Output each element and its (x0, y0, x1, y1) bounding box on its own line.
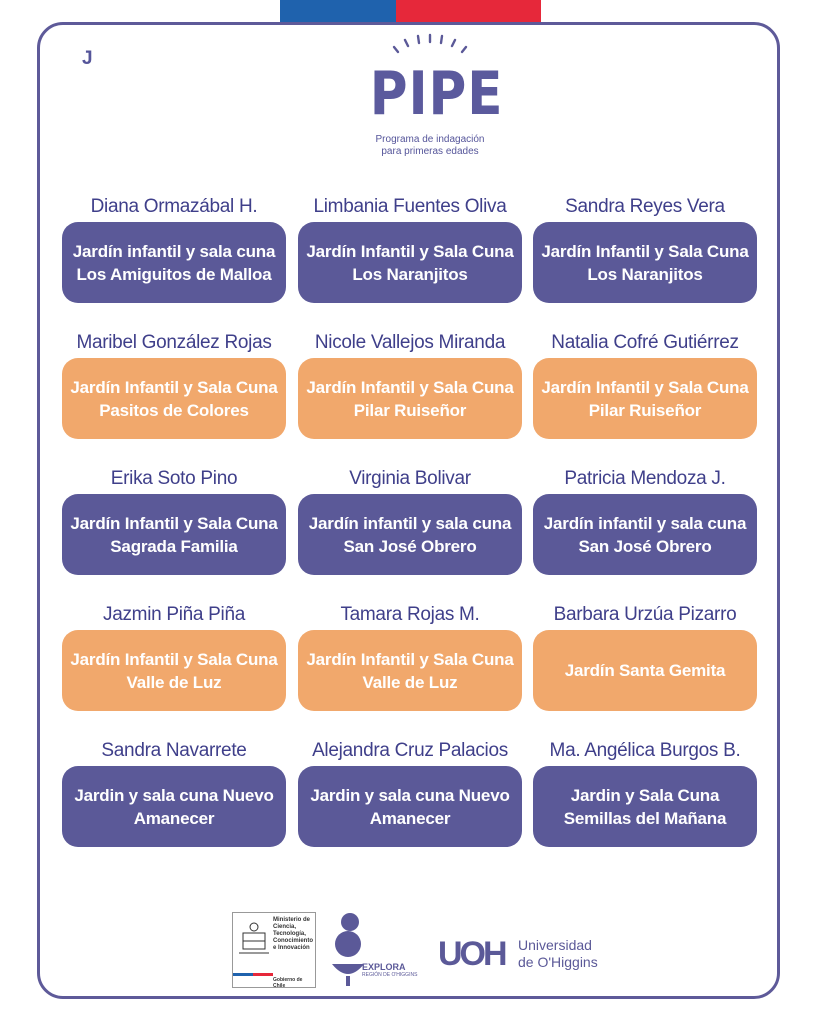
participant-name: Alejandra Cruz Palacios (312, 740, 508, 761)
explora-logo (328, 912, 418, 992)
school-badge: Jardín Santa Gemita (533, 630, 757, 711)
school-badge: Jardín infantil y sala cuna Los Amiguitos de Malloa (62, 222, 286, 303)
logo-subtitle-line-2: para primeras edades (381, 146, 479, 157)
logo-word: PIPE (369, 59, 504, 129)
school-badge: Jardin y sala cuna Nuevo Amanecer (298, 766, 522, 847)
government-label: Gobierno de Chile (273, 977, 303, 989)
participant-name: Nicole Vallejos Miranda (314, 332, 506, 353)
participant-name: Erika Soto Pino (110, 468, 238, 489)
logo-subtitle (360, 134, 500, 158)
school-badge: Jardín Infantil y Sala Cuna Los Naranjitos (298, 222, 522, 303)
school-badge: Jardín Infantil y Sala Cuna Valle de Luz (298, 630, 522, 711)
school-badge: Jardín infantil y sala cuna San José Obrero (533, 494, 757, 575)
participant-name: Maribel González Rojas (76, 332, 272, 353)
uoh-logo (438, 934, 628, 974)
explora-figure-icon (328, 912, 368, 992)
participant-name: Diana Ormazábal H. (90, 196, 258, 217)
school-badge: Jardín Infantil y Sala Cuna Los Naranjitos (533, 222, 757, 303)
uoh-line-1: Universidad (518, 937, 592, 953)
participant-name: Ma. Angélica Burgos B. (549, 740, 741, 761)
logo-subtitle-line-1: Programa de indagación (375, 134, 485, 145)
ministry-shield-icon (235, 919, 273, 959)
participant-name: Sandra Reyes Vera (565, 196, 725, 217)
school-badge: Jardín Infantil y Sala Cuna Valle de Luz (62, 630, 286, 711)
school-badge: Jardin y sala cuna Nuevo Amanecer (62, 766, 286, 847)
uoh-mark: UOH (438, 935, 505, 973)
uoh-line-2: de O'Higgins (518, 954, 598, 970)
school-badge: Jardín Infantil y Sala Cuna Pasitos de Colores (62, 358, 286, 439)
participant-name: Virginia Bolivar (349, 468, 471, 489)
ministry-bar-blue (233, 973, 253, 976)
participant-name: Tamara Rojas M. (340, 604, 480, 625)
ministry-bar-red (253, 973, 273, 976)
participant-name: Limbania Fuentes Oliva (313, 196, 507, 217)
participant-name: Natalia Cofré Gutiérrez (551, 332, 739, 353)
school-badge: Jardín Infantil y Sala Cuna Pilar Ruiseñor (298, 358, 522, 439)
explora-name: EXPLORA (362, 962, 406, 972)
participant-name: Patricia Mendoza J. (564, 468, 726, 489)
explora-region: REGIÓN DE O'HIGGINS (362, 972, 418, 978)
pipe-logo (360, 32, 504, 162)
participant-name: Sandra Navarrete (101, 740, 247, 761)
uoh-name (518, 937, 598, 971)
school-badge: Jardín infantil y sala cuna San José Obrero (298, 494, 522, 575)
corner-letter: J (82, 48, 93, 69)
ministry-name: Ministerio de Ciencia, Tecnología, Conocimiento e Innovación (273, 917, 313, 951)
ministry-logo (232, 912, 316, 988)
school-badge: Jardín Infantil y Sala Cuna Sagrada Familia (62, 494, 286, 575)
participant-name: Jazmin Piña Piña (103, 604, 245, 625)
participant-name: Barbara Urzúa Pizarro (553, 604, 737, 625)
flag-stripe-red (396, 0, 541, 22)
flag-stripe-blue (280, 0, 396, 22)
school-badge: Jardín Infantil y Sala Cuna Pilar Ruiseñor (533, 358, 757, 439)
school-badge: Jardin y Sala Cuna Semillas del Mañana (533, 766, 757, 847)
sun-rays-icon (390, 32, 470, 58)
